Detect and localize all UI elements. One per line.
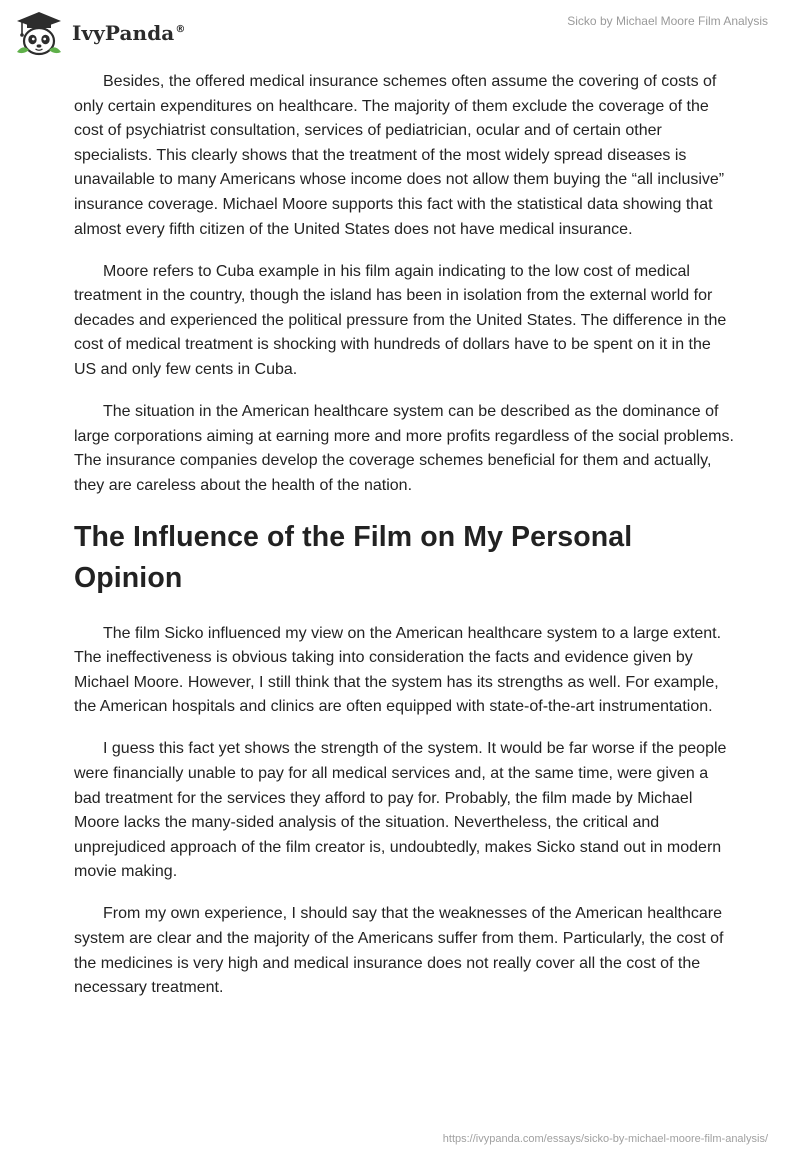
paragraph: The film Sicko influenced my view on the American healthcare system to a large extent. The ineffectiveness is obvious taking into consideration the facts and evidence given by Michael Moore. However, I still think that the system has its strengths as well. For example, the American hospitals and clinics are often equipped with state-of-the-art instrumentation. bbox=[74, 624, 722, 716]
registered-mark: ® bbox=[175, 24, 186, 36]
essay-body bbox=[74, 70, 734, 1018]
panda-graduation-cap-icon bbox=[14, 10, 64, 56]
brand-text: IvyPanda bbox=[72, 21, 175, 45]
paragraph: From my own experience, I should say that the weaknesses of the American healthcare system are clear and the majority of the Americans suffer from them. Particularly, the cost of the medicines is very high and medical insurance does not really cover all the cost of the necessary treatment. bbox=[74, 905, 724, 997]
paragraph: Besides, the offered medical insurance schemes often assume the covering of costs of only certain expenditures on healthcare. The majority of them exclude the coverage of the cost of psychiatrist consultation, services of pediatrician, ocular and of certain other specialists. This clearly shows that the treatment of the most widely spread diseases is unavailable to many Americans whose income does not allow them buying the “all inclusive” insurance coverage. Michael Moore supports this fact with the statistical data showing that almost every fifth citizen of the United States does not have medical insurance. bbox=[74, 73, 725, 238]
brand-name bbox=[72, 21, 185, 45]
footer-source-url[interactable]: https://ivypanda.com/essays/sicko-by-michael-moore-film-analysis/ bbox=[442, 1133, 768, 1145]
paragraph: I guess this fact yet shows the strength of the system. It would be far worse if the people were financially unable to pay for all medical services and, at the same time, were given a bad treatment for the services they afford to pay for. Probably, the film made by Michael Moore lacks the many-sided analysis of the situation. Nevertheless, the critical and unprejudiced approach of the film creator is, undoubtedly, makes Sicko stand out in modern movie making. bbox=[74, 740, 727, 881]
paragraph: Moore refers to Cuba example in his film again indicating to the low cost of medical treatment in the country, though the island has been in isolation from the external world for decades and experienced the political pressure from the United States. The difference in the cost of medical treatment is shocking with hundreds of dollars have to be spent on it in the US and only few cents in Cuba. bbox=[74, 262, 727, 379]
section-heading: The Influence of the Film on My Personal Opinion bbox=[74, 520, 633, 594]
ivypanda-logo[interactable] bbox=[14, 10, 185, 56]
document-title: Sicko by Michael Moore Film Analysis bbox=[567, 14, 768, 28]
paragraph: The situation in the American healthcare system can be described as the dominance of large corporations aiming at earning more and more profits regardless of the social problems. The insurance companies develop the coverage schemes beneficial for them and actually, they are careless about the health of the nation. bbox=[74, 403, 734, 494]
page-header bbox=[0, 0, 800, 70]
